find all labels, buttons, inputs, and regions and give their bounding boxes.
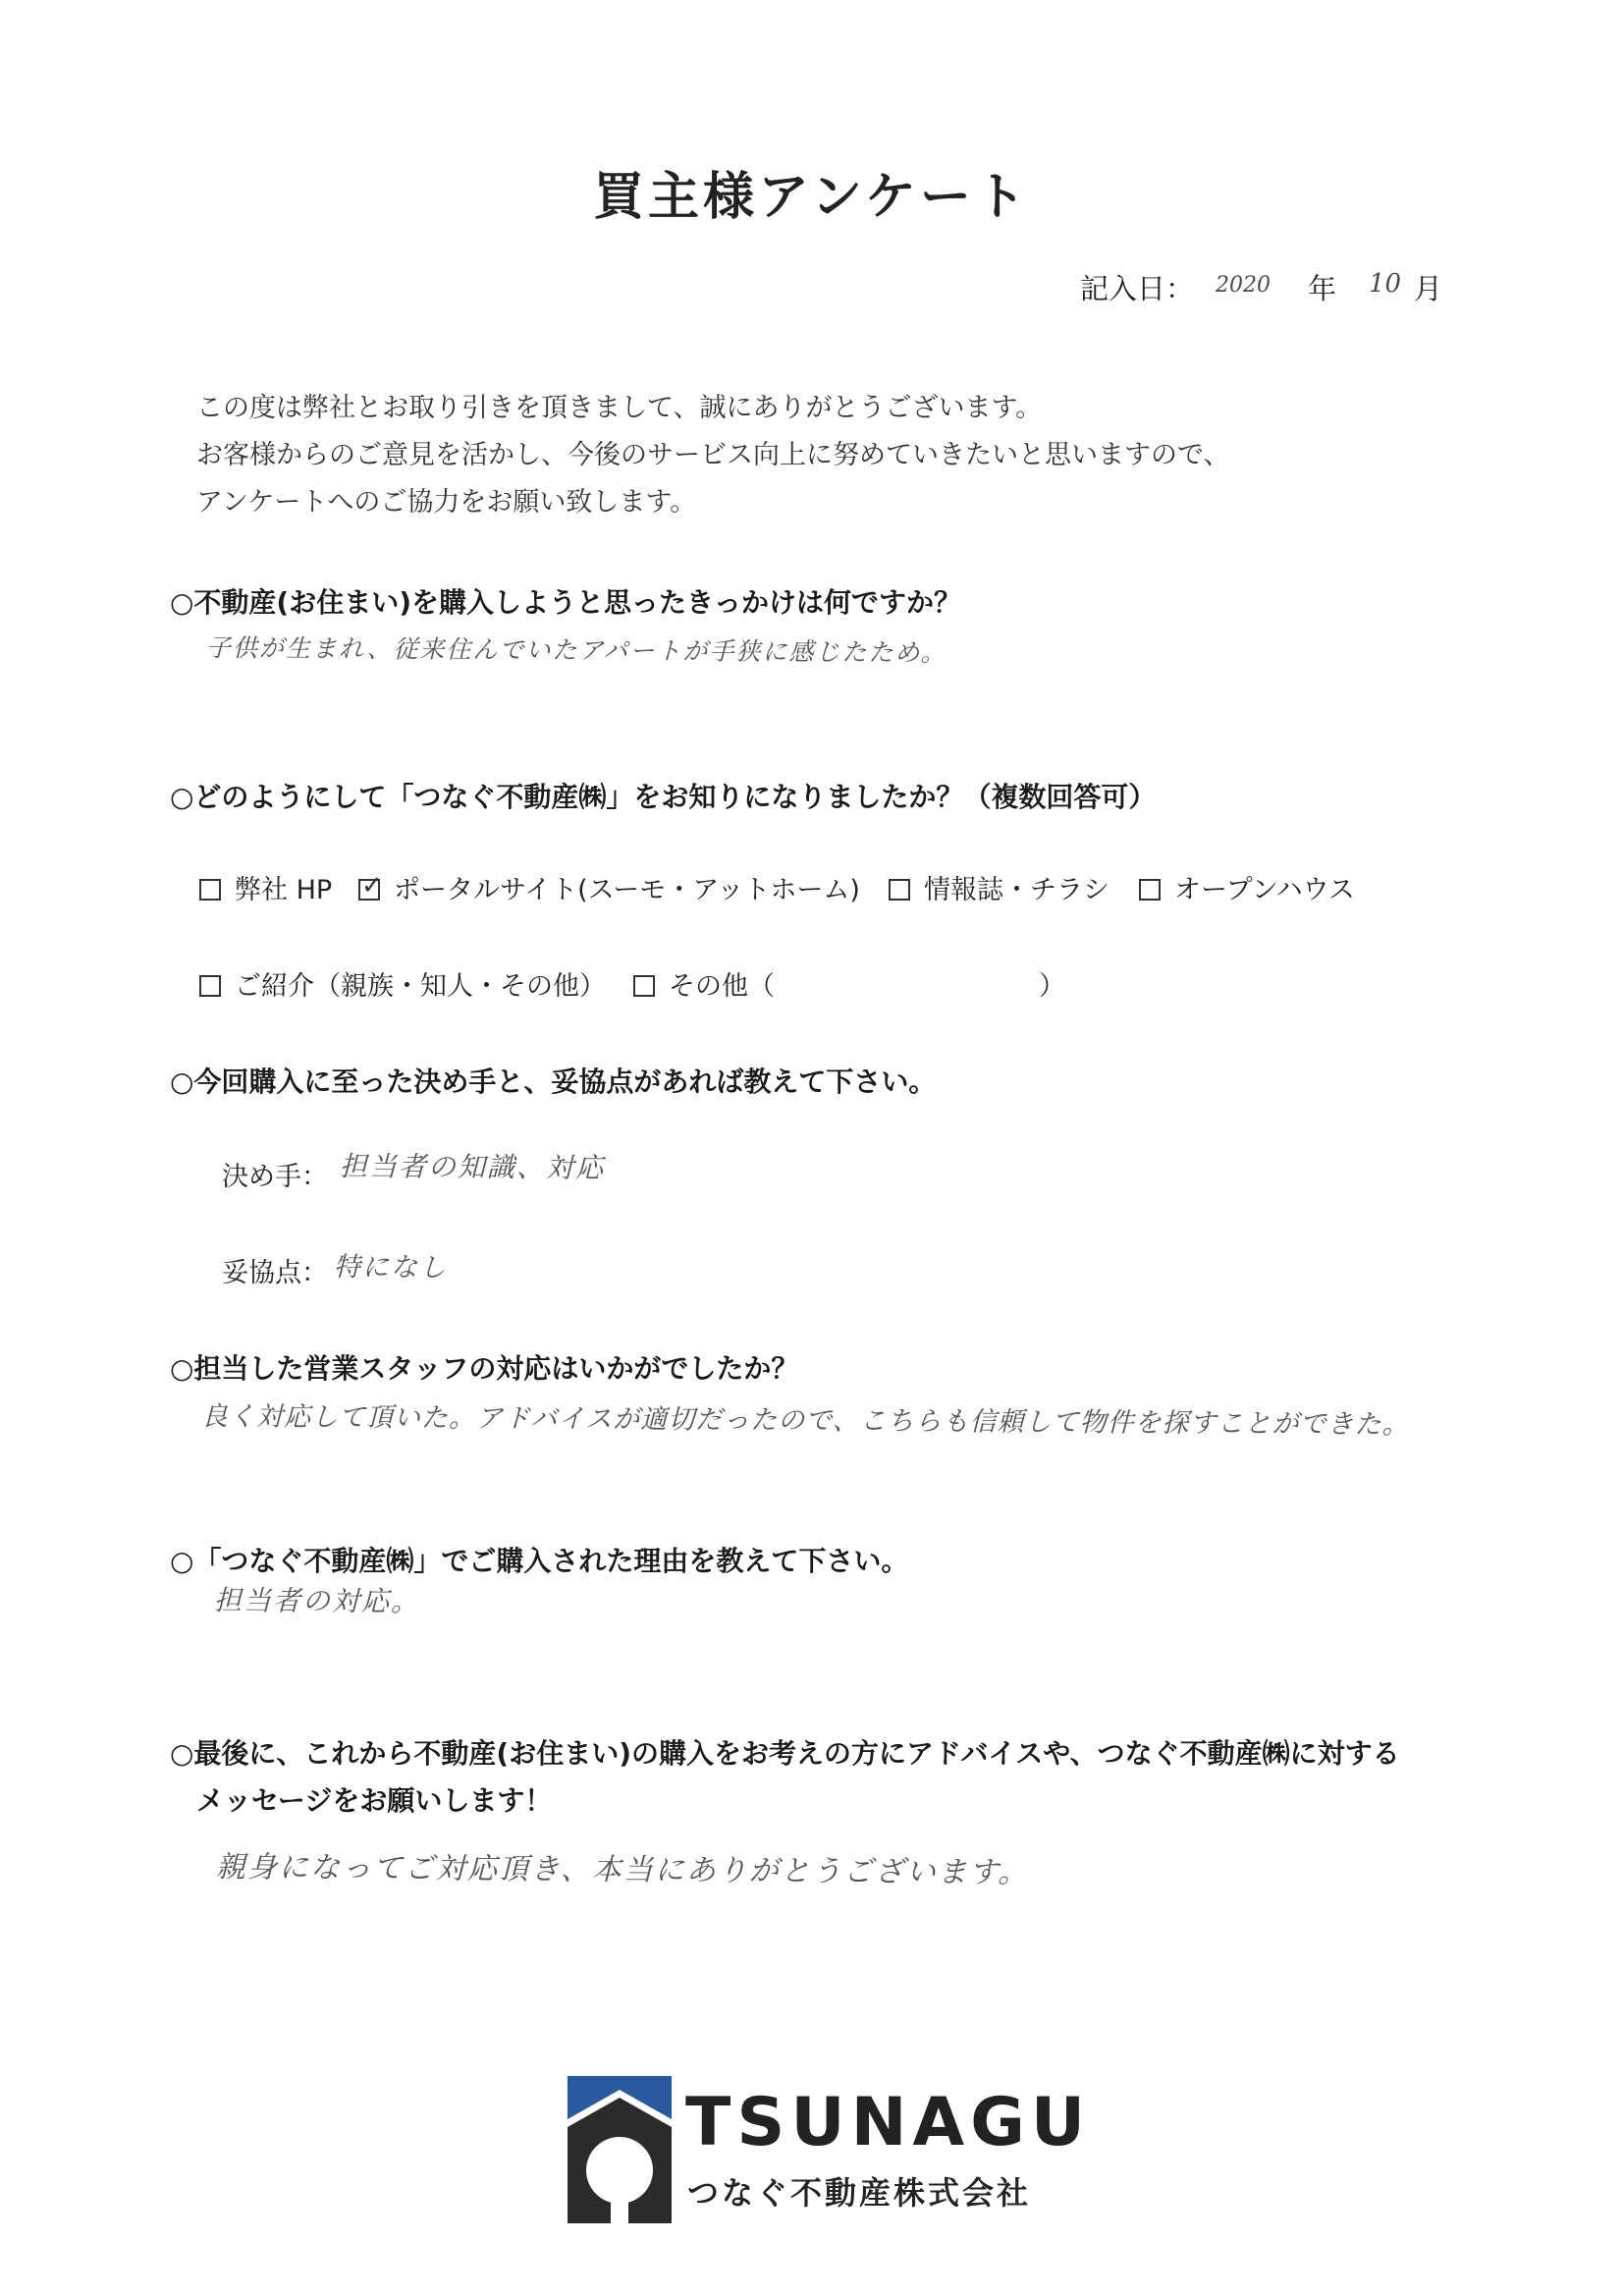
compromise-answer: 特になし bbox=[333, 1252, 449, 1284]
option-magazine-flyer[interactable] bbox=[889, 868, 1109, 906]
question-final-message-line2: メッセージをお願いします！ bbox=[196, 1784, 553, 1817]
entry-date bbox=[1080, 267, 1492, 316]
question-staff-response: ○担当した営業スタッフの対応はいかがでしたか？ bbox=[170, 1352, 799, 1385]
checkbox[interactable] bbox=[199, 879, 221, 901]
option-label: オープンハウス bbox=[1174, 875, 1355, 905]
logo-company-name: つなぐ不動産株式会社 bbox=[687, 2174, 1032, 2212]
option-other[interactable] bbox=[633, 964, 775, 1003]
option-label: ポータルサイト(スーモ・アットホーム) bbox=[394, 875, 860, 905]
compromise-label: 妥協点： bbox=[222, 1258, 328, 1288]
date-year-unit: 年 bbox=[1308, 272, 1337, 305]
option-referral[interactable] bbox=[199, 964, 606, 1003]
answer-staff-response: 良く対応して頂いた。アドバイスが適切だったので、こちらも信頼して物件を探すことができた。 bbox=[200, 1401, 1410, 1441]
option-portal-site[interactable] bbox=[358, 868, 860, 906]
intro-line: お客様からのご意見を活かし、今後のサービス向上に努めていきたいと思いますので、 bbox=[196, 440, 1230, 470]
answer-final-message: 親身になってご対応頂き、本当にありがとうございます。 bbox=[215, 1850, 1030, 1890]
answer-purchase-reason: 子供が生まれ、従来住んでいたアパートが手狭に感じたため。 bbox=[205, 633, 947, 668]
option-label: その他（ bbox=[669, 971, 775, 1002]
question-purchase-reason: ○不動産(お住まい)を購入しようと思ったきっかけは何ですか？ bbox=[170, 586, 962, 619]
checkbox[interactable] bbox=[889, 879, 910, 901]
option-label: 弊社 HP bbox=[235, 875, 333, 905]
logo-wordmark: TSUNAGU bbox=[685, 2084, 1092, 2161]
question-final-message: ○最後に、これから不動産(お住まい)の購入をお考えの方にアドバイスや、つなぐ不動産㈱に対する bbox=[170, 1737, 1400, 1770]
date-month-value: 10 bbox=[1369, 269, 1402, 299]
option-company-hp[interactable] bbox=[199, 868, 332, 906]
answer-reason-for-choosing: 担当者の対応。 bbox=[213, 1584, 421, 1618]
checkbox[interactable] bbox=[633, 975, 655, 997]
intro-text bbox=[196, 385, 1229, 526]
checkbox[interactable] bbox=[1139, 879, 1161, 901]
date-year-value: 2020 bbox=[1216, 273, 1271, 298]
date-label: 記入日： bbox=[1080, 272, 1195, 305]
company-logo bbox=[568, 2076, 1092, 2223]
question-reason-for-choosing: ○「つなぐ不動産㈱」でご購入された理由を教えて下さい。 bbox=[170, 1545, 909, 1577]
option-label: 情報誌・チラシ bbox=[924, 875, 1109, 905]
option-open-house[interactable] bbox=[1139, 868, 1355, 906]
question-decider-compromise: ○今回購入に至った決め手と、妥協点があれば教えて下さい。 bbox=[170, 1066, 937, 1098]
decider-label: 決め手： bbox=[222, 1162, 328, 1192]
checkbox-checked[interactable] bbox=[358, 871, 383, 901]
checkbox[interactable] bbox=[199, 975, 221, 997]
date-month-unit: 月 bbox=[1414, 272, 1443, 305]
house-logo-icon bbox=[568, 2076, 672, 2223]
intro-line: アンケートへのご協力をお願い致します。 bbox=[196, 487, 697, 518]
option-other-close: ） bbox=[1039, 971, 1065, 1002]
decider-answer: 担当者の知識、対応 bbox=[339, 1150, 606, 1184]
check-mark-icon: ✓ bbox=[361, 871, 383, 901]
question-how-found: ○どのようにして「つなぐ不動産㈱」をお知りになりましたか？（複数回答可） bbox=[170, 781, 1157, 813]
page-title: 買主様アンケート bbox=[593, 168, 1030, 227]
option-label: ご紹介（親族・知人・その他） bbox=[235, 971, 606, 1002]
intro-line: この度は弊社とお取り引きを頂きまして、誠にありがとうございます。 bbox=[196, 393, 1043, 423]
